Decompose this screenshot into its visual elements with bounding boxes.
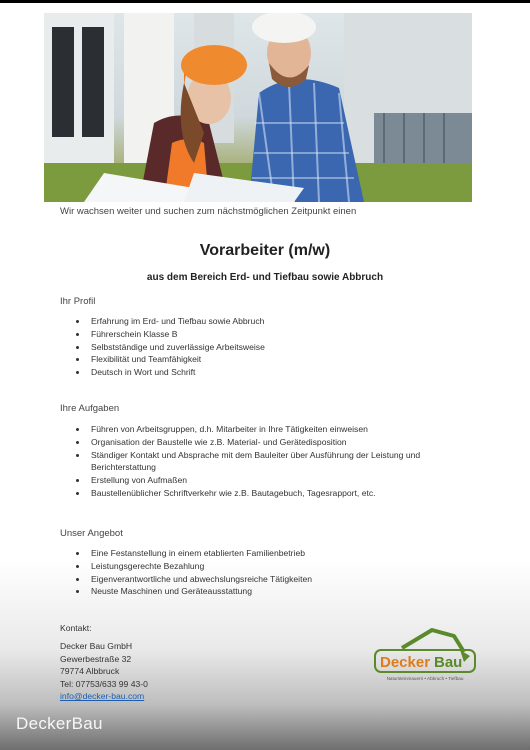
list-item: Eine Festanstellung in einem etablierten Familienbetrieb <box>60 547 470 560</box>
list-item: Selbstständige und zuverlässige Arbeitsweise <box>60 341 470 354</box>
job-subtitle: aus dem Bereich Erd- und Tiefbau sowie Abbruch <box>146 272 384 283</box>
logo-word-bau: Bau <box>434 654 463 671</box>
list-item: Leistungsgerechte Bezahlung <box>60 560 470 573</box>
contact-city: 79774 Albbruck <box>60 666 120 677</box>
intro-text: Wir wachsen weiter und suchen zum nächstmöglichen Zeitpunkt einen <box>60 206 357 217</box>
angebot-list <box>60 547 470 598</box>
header-photo <box>44 13 472 202</box>
list-item: Erfahrung im Erd- und Tiefbau sowie Abbruch <box>60 315 470 328</box>
angebot-heading: Unser Angebot <box>60 528 123 539</box>
company-logo <box>372 622 478 684</box>
list-item: Deutsch in Wort und Schrift <box>60 366 470 379</box>
aufgaben-heading: Ihre Aufgaben <box>60 403 120 414</box>
list-item: Neuste Maschinen und Geräteausstattung <box>60 585 470 598</box>
logo-tagline: Natursteinmauern • Abbruch • Tiefbau <box>386 676 464 681</box>
list-item: Führerschein Klasse B <box>60 328 470 341</box>
profil-list <box>60 315 470 379</box>
construction-workers-image <box>44 13 472 202</box>
aufgaben-list <box>60 423 470 500</box>
list-item: Führen von Arbeitsgruppen, d.h. Mitarbeiter in Ihre Tätigkeiten einweisen <box>60 423 470 436</box>
top-border <box>0 0 530 3</box>
logo-word-decker: Decker <box>380 654 431 671</box>
list-item: Eigenverantwortliche und abwechslungsreiche Tätigkeiten <box>60 573 470 586</box>
list-item: Organisation der Baustelle wie z.B. Material- und Gerätedisposition <box>60 436 470 449</box>
contact-email-link[interactable]: info@decker-bau.com <box>60 691 145 702</box>
list-item: Flexibilität und Teamfähigkeit <box>60 353 470 366</box>
list-item: Erstellung von Aufmaßen <box>60 474 470 487</box>
contact-street: Gewerbestraße 32 <box>60 653 132 664</box>
contact-label: Kontakt: <box>60 623 92 633</box>
list-item: Ständiger Kontakt und Absprache mit dem Bauleiter über Ausführung der Leistung und Berichterstattung <box>60 449 470 475</box>
contact-phone: Tel: 07753/633 99 43-0 <box>60 678 148 689</box>
contact-block <box>60 622 148 702</box>
list-item: Baustellenüblicher Schriftverkehr wie z.B. Bautagebuch, Tagesrapport, etc. <box>60 487 470 500</box>
watermark-text: DeckerBau <box>16 714 103 733</box>
profil-heading: Ihr Profil <box>60 296 96 307</box>
excavator-logo-icon <box>372 622 478 684</box>
contact-company: Decker Bau GmbH <box>60 641 133 652</box>
job-title: Vorarbeiter (m/w) <box>199 242 331 259</box>
